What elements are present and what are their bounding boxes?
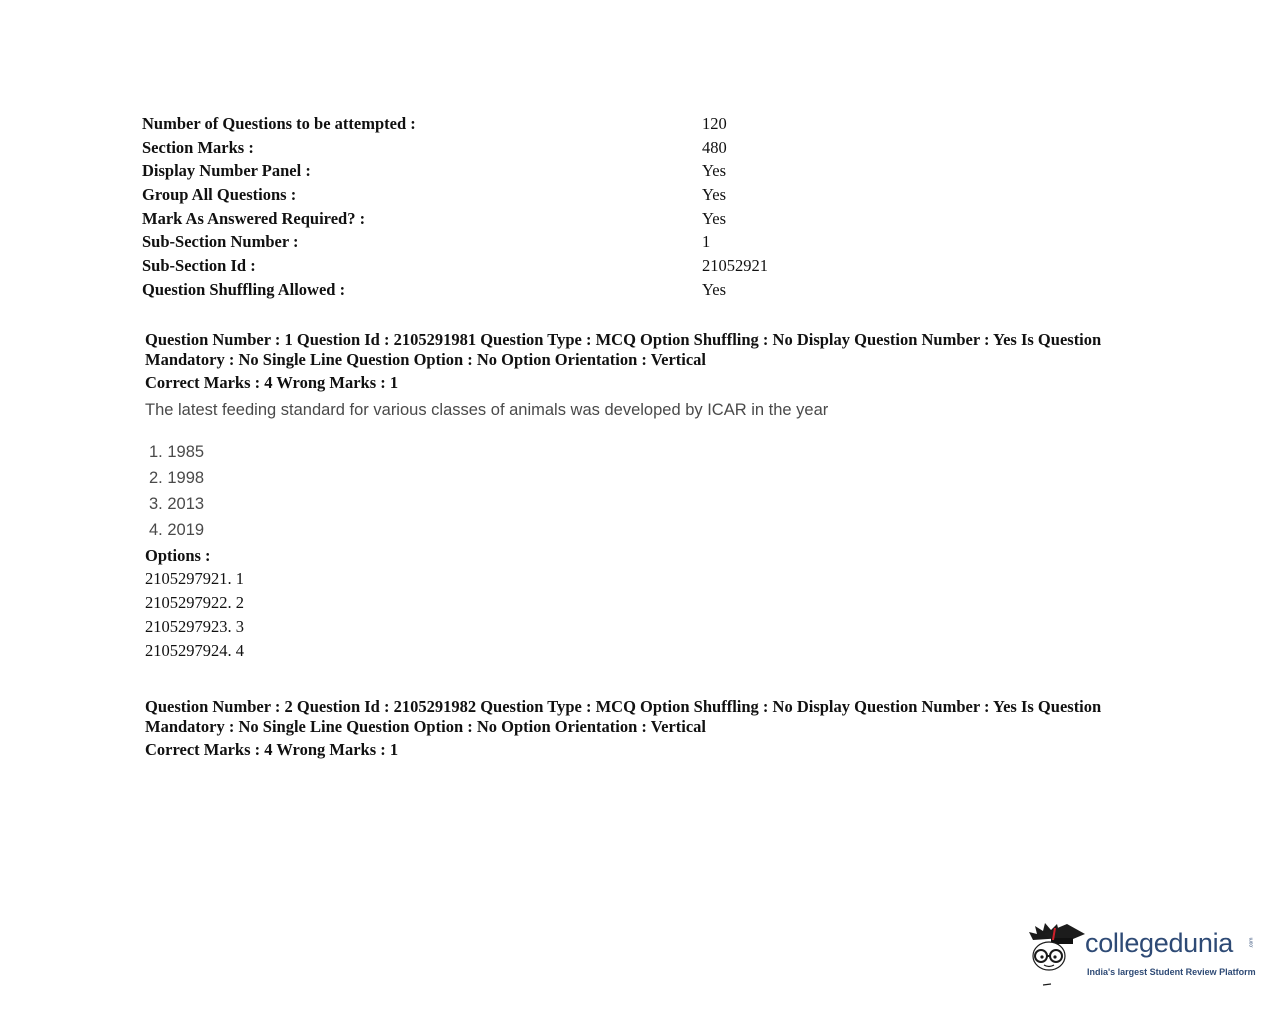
info-value: Yes (702, 184, 727, 204)
question-meta: Question Number : 1 Question Id : 2105291981 Question Type : MCQ Option Shuffling : No Display Question Number : Yes Is Question Mandatory : No Single Line Question Option : No Option Orientation : Vertical (145, 330, 1102, 369)
info-row (142, 230, 842, 254)
choice-item: 2. 1998 (149, 469, 205, 487)
info-row (142, 183, 842, 207)
question-block (145, 330, 1155, 665)
info-label: Sub-Section Number : (142, 232, 299, 252)
question-block (145, 697, 1155, 760)
section-info (142, 112, 842, 302)
info-value: 480 (702, 137, 727, 157)
logo-wordmark: collegedunia (1085, 928, 1234, 958)
info-row (142, 136, 842, 160)
info-row (142, 278, 842, 302)
logo-tagline: India's largest Student Review Platform (1087, 967, 1256, 977)
question-choices (149, 442, 1155, 546)
question-text: The latest feeding standard for various classes of animals was developed by ICAR in the year (145, 401, 829, 419)
option-id: 2105297924. 4 (145, 641, 244, 660)
info-row (142, 254, 842, 278)
info-row (142, 112, 842, 136)
info-label: Question Shuffling Allowed : (142, 279, 346, 299)
info-label: Number of Questions to be attempted : (142, 113, 416, 133)
question-marks: Correct Marks : 4 Wrong Marks : 1 (145, 740, 399, 759)
info-label: Section Marks : (142, 137, 254, 157)
info-value: Yes (702, 208, 727, 228)
option-id: 2105297922. 2 (145, 593, 244, 612)
info-row (142, 207, 842, 231)
choice-item: 1. 1985 (149, 443, 205, 461)
question-marks: Correct Marks : 4 Wrong Marks : 1 (145, 373, 399, 392)
info-value: 1 (702, 232, 711, 252)
info-value: 21052921 (702, 255, 768, 275)
option-id: 2105297923. 3 (145, 617, 244, 636)
info-label: Mark As Answered Required? : (142, 208, 366, 228)
question-meta: Question Number : 2 Question Id : 2105291982 Question Type : MCQ Option Shuffling : No Display Question Number : Yes Is Question Mandatory : No Single Line Question Option : No Option Orientation : Vertical (145, 697, 1102, 736)
logo-tld: .com (1248, 937, 1255, 949)
info-label: Sub-Section Id : (142, 255, 256, 275)
collegedunia-logo (1025, 918, 1260, 988)
choice-item: 4. 2019 (149, 521, 205, 539)
option-id: 2105297921. 1 (145, 569, 244, 588)
info-label: Group All Questions : (142, 184, 297, 204)
choice-item: 3. 2013 (149, 495, 205, 513)
mascot-graduation-cap-icon (1025, 918, 1087, 988)
info-row (142, 159, 842, 183)
info-value: 120 (702, 113, 727, 133)
info-label: Display Number Panel : (142, 161, 311, 181)
info-value: Yes (702, 161, 727, 181)
option-id-list (145, 569, 1155, 665)
options-label: Options : (145, 546, 211, 565)
info-value: Yes (702, 279, 727, 299)
